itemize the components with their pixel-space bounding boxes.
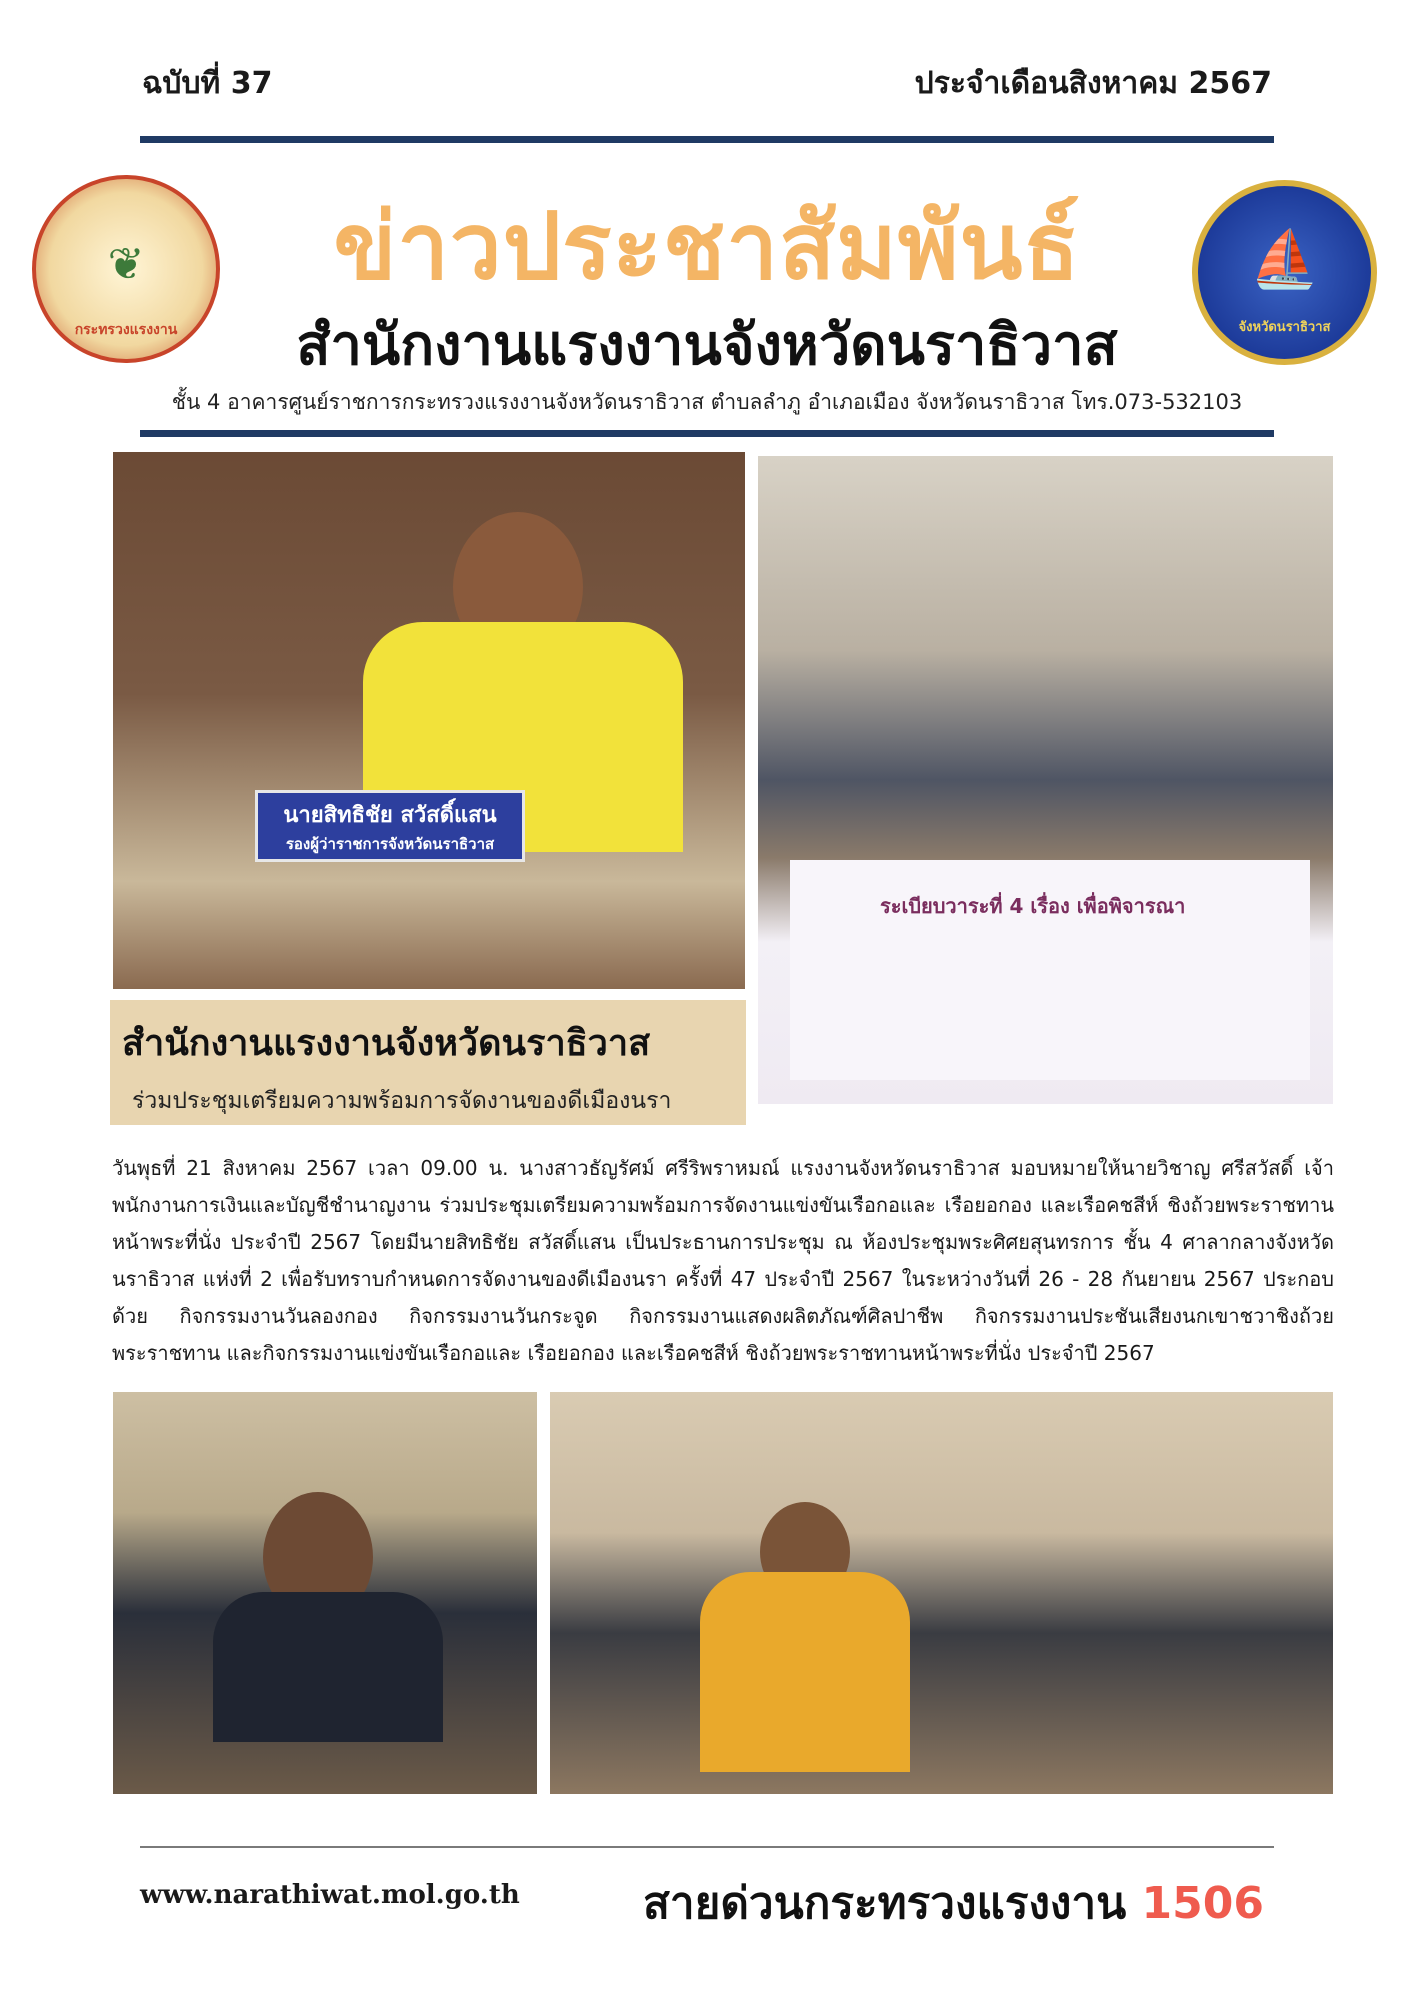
hotline-number: 1506 <box>1141 1878 1264 1929</box>
batik-shirt <box>700 1572 910 1772</box>
issue-number: ฉบับที่ 37 <box>142 66 273 101</box>
hotline-label: สายด่วนกระทรวงแรงงาน <box>643 1878 1127 1929</box>
headline-subtitle: ร่วมประชุมเตรียมความพร้อมการจัดงานของดีเมืองนรา <box>132 1088 672 1114</box>
dark-jacket <box>213 1592 443 1742</box>
meeting-attendees-photo <box>550 1392 1333 1794</box>
chairman-nameplate <box>255 790 525 862</box>
left-seal-text: กระทรวงแรงงาน <box>74 322 178 338</box>
deity-emblem-icon: ❦ <box>107 239 145 290</box>
headline-title: สำนักงานแรงงานจังหวัดนราธิวาส <box>122 1023 651 1064</box>
staff-photo <box>113 1392 537 1794</box>
news-body: วันพุธที่ 21 สิงหาคม 2567 เวลา 09.00 น. นางสาวธัญรัศม์ ศรีริพราหมณ์ แรงงานจังหวัดนราธิวาส มอบหมายให้นายวิชาญ ศรีสวัสดิ์ เจ้าพนักงานการเงินและบัญชีชำนาญงาน ร่วมประชุมเตรียมความพร้อมการจัดงานแข่งขันเรือกอและ เรือยอกอง และเรือคชสีห์ ชิงถ้วยพระราชทานหน้าพระที่นั่ง ประจำปี 2567 โดยมีนายสิทธิชัย สวัสดิ์แสน เป็นประธานการประชุม ณ ห้องประชุมพระศิศยสุนทรการ ชั้น 4 ศาลากลางจังหวัดนราธิวาส แห่งที่ 2 เพื่อรับทราบกำหนดการจัดงานของดีเมืองนรา ครั้งที่ 47 ประจำปี 2567 ในระหว่างวันที่ 26 - 28 กันยายน 2567 ประกอบด้วย กิจกรรมงานวันลองกอง กิจกรรมงานวันกระจูด กิจกรรมงานแสดงผลิตภัณฑ์ศิลปาชีพ กิจกรรมงานประชันเสียงนกเขาชวาชิงถ้วยพระราชทาน และกิจกรรมงานแข่งขันเรือกอและ เรือยอกอง และเรือคชสีห์ ชิงถ้วยพระราชทานหน้าพระที่นั่ง ประจำปี 2567 <box>112 1156 1334 1365</box>
top-divider <box>140 136 1274 143</box>
header-divider <box>140 430 1274 437</box>
hotline <box>643 1868 1264 1938</box>
website-link[interactable]: www.narathiwat.mol.go.th <box>140 1880 520 1910</box>
nameplate-title: รองผู้ว่าราชการจังหวัดนราธิวาส <box>285 835 495 853</box>
projector-screen <box>790 860 1310 1080</box>
page-title: ข่าวประชาสัมพันธ์ <box>333 193 1081 300</box>
chairman-photo <box>113 452 745 989</box>
narathiwat-province-seal <box>1192 180 1377 365</box>
footer-divider <box>140 1846 1274 1848</box>
agenda-title: ระเบียบวาระที่ 4 เรื่อง เพื่อพิจารณา <box>880 894 1186 918</box>
boat-emblem-icon: ⛵ <box>1249 227 1320 292</box>
right-seal-text: จังหวัดนราธิวาส <box>1238 320 1331 335</box>
nameplate-name: นายสิทธิชัย สวัสดิ์แสน <box>283 803 497 828</box>
office-address: ชั้น 4 อาคารศูนย์ราชการกระทรวงแรงงานจังหวัดนราธิวาส ตำบลลำภู อำเภอเมือง จังหวัดนราธิวาส โทร.073-532103 <box>171 390 1243 414</box>
office-name: สำนักงานแรงงานจังหวัดนราธิวาส <box>296 313 1118 378</box>
issue-month: ประจำเดือนสิงหาคม 2567 <box>914 66 1272 101</box>
headline-box <box>110 1000 746 1125</box>
